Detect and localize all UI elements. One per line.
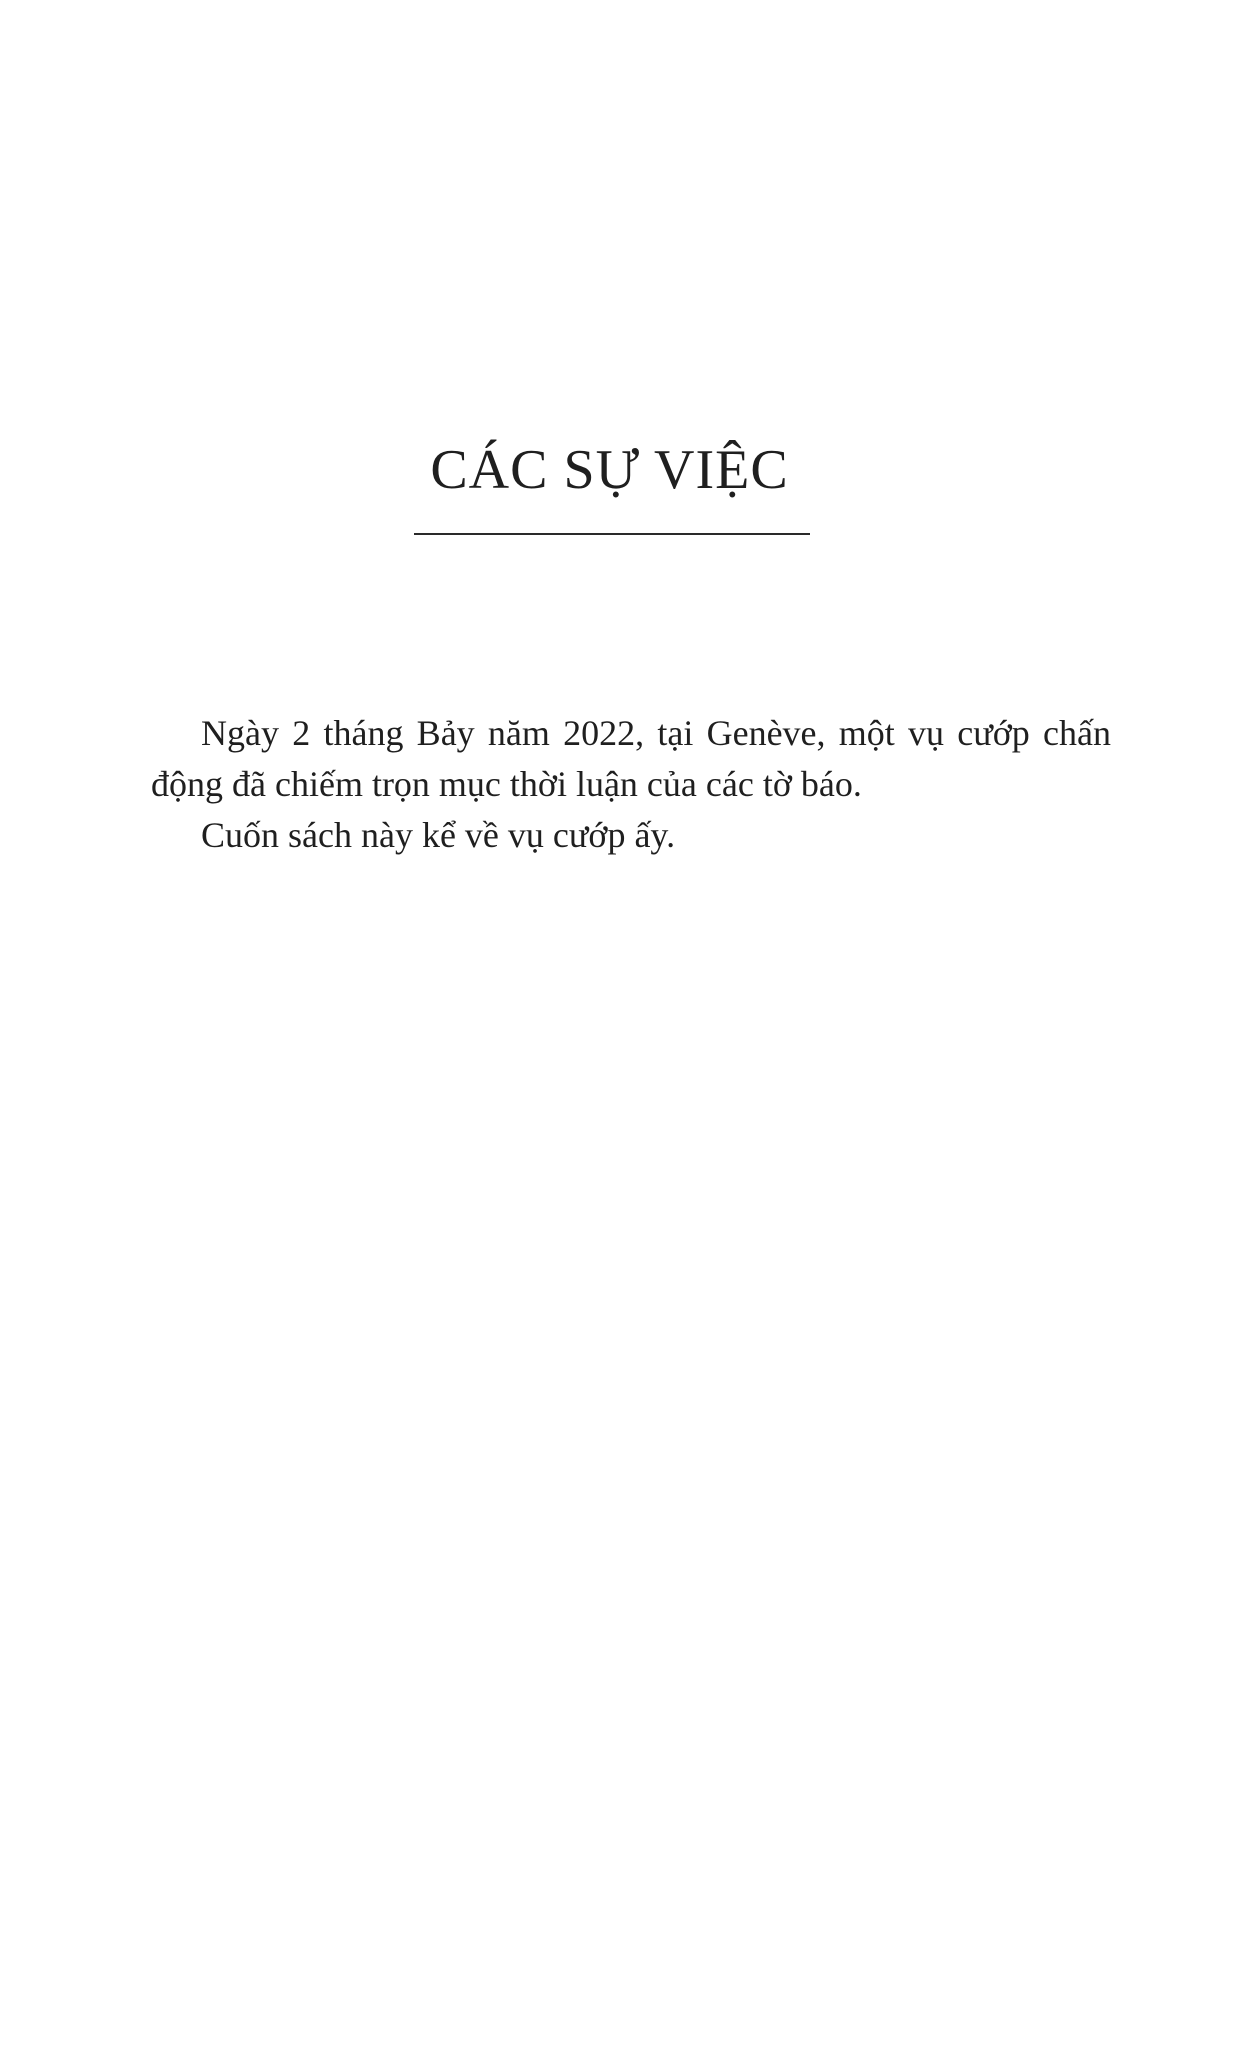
paragraph-2: Cuốn sách này kể về vụ cướp ấy. [201, 815, 676, 855]
heading-underline-rule [414, 533, 810, 535]
body-text [151, 708, 1111, 861]
paragraph-1: Ngày 2 tháng Bảy năm 2022, tại Genève, một vụ cướp chấn động đã chiếm trọn mục thời luận của các tờ báo. [151, 713, 1111, 804]
chapter-heading: CÁC SỰ VIỆC [430, 439, 789, 501]
